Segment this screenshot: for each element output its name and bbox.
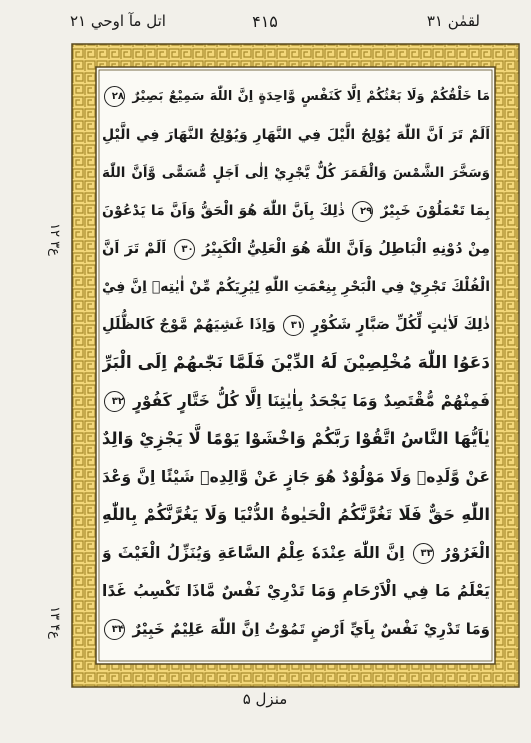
verse-text: اِنَّ اللّٰهَ عِنْدَهٗ عِلْمُ السَّاعَةِ وَيُنَزِّلُ الْغَيْثَ وَ (102, 544, 405, 562)
page-number: ۴۱۵ (252, 12, 278, 31)
ayah-number-marker: ۳۲ (104, 391, 125, 412)
ruku-marker-upper: ع۳ ۱۲ (46, 223, 62, 256)
verse-text: الْفُلْكَ تَجْرِيْ فِي الْبَحْرِ بِنِعْمَتِ اللّٰهِ لِيُرِيَكُمْ مِّنْ اٰيٰتِهٖ اِنَّ فِيْ (102, 279, 490, 295)
ayah-number-marker: ۳۴ (104, 619, 125, 640)
verse-text: دَعَوُا اللّٰهَ مُخْلِصِيْنَ لَهُ الدِّيْنَ فَلَمَّا نَجّٰىهُمْ اِلَى الْبَرِّ (102, 353, 490, 373)
text-line (102, 496, 490, 534)
verse-text: ذٰلِكَ لَاٰيٰتٍ لِّكُلِّ صَبَّارٍ شَكُوْرٍ (311, 317, 490, 333)
verse-text: اَلَمْ تَرَ اَنَّ اللّٰهَ يُوْلِجُ الَّيْلَ فِي النَّهَارِ وَيُوْلِجُ النَّهَارَ فِي الَّيْلِ (102, 127, 490, 143)
ayah-number-marker: ۳۱ (283, 315, 304, 336)
verse-text: مَا خَلْقُكُمْ وَلَا بَعْثُكُمْ اِلَّا كَنَفْسٍ وَّاحِدَةٍ اِنَّ اللّٰهَ سَمِيْعٌ بَصِيْرٌ (132, 89, 490, 104)
text-line (102, 382, 490, 420)
text-line (102, 420, 490, 458)
ayah-number-marker: ۳۰ (174, 239, 195, 260)
text-line (102, 572, 490, 610)
ayah-number-marker: ۳۳ (413, 543, 434, 564)
verse-text: اللّٰهِ حَقٌّ فَلَا تَغُرَّنَّكُمُ الْحَيٰوةُ الدُّنْيَا وَلَا يَغُرَّنَّكُمْ بِاللّٰهِ (102, 505, 490, 524)
text-line (102, 192, 490, 230)
verse-text: وَسَخَّرَ الشَّمْسَ وَالْقَمَرَ كُلٌّ يَّجْرِيْ اِلٰى اَجَلٍ مُّسَمًّى وَّاَنَّ اللّٰهَ (102, 165, 490, 181)
manzil-label: منزل ۵ (242, 690, 288, 708)
text-line (102, 306, 490, 344)
verse-text: ذٰلِكَ بِاَنَّ اللّٰهَ هُوَ الْحَقُّ وَاَنَّ مَا يَدْعُوْنَ (102, 203, 345, 219)
verse-text: الْغَرُوْرُ (441, 544, 490, 562)
ayah-number-marker: ۲۸ (104, 86, 125, 107)
verse-text: وَمَا تَدْرِيْ نَفْسٌ بِاَيِّ اَرْضٍ تَمُوْتُ اِنَّ اللّٰهَ عَلِيْمٌ خَبِيْرٌ (132, 620, 490, 638)
verse-text: يَعْلَمُ مَا فِي الْاَرْحَامِ وَمَا تَدْرِيْ نَفْسٌ مَّاذَا تَكْسِبُ غَدًا (102, 582, 490, 600)
text-line (102, 610, 490, 648)
verse-text: يٰاَيُّهَا النَّاسُ اتَّقُوْا رَبَّكُمْ وَاخْشَوْا يَوْمًا لَّا يَجْزِيْ وَالِدٌ (102, 429, 490, 448)
text-line (102, 116, 490, 154)
header-juz-name: اتل مآ اوحي ۲۱ (70, 12, 166, 30)
ruku-marker-lower: ع۴ ۱۳ (46, 606, 62, 639)
verse-text: فَمِنْهُمْ مُّقْتَصِدٌ وَمَا يَجْحَدُ بِاٰيٰتِنَا اِلَّا كُلُّ خَتَّارٍ كَفُوْرٍ (132, 392, 490, 410)
text-line (102, 534, 490, 572)
text-line (102, 268, 490, 306)
header-surah-name: لقمٰن ۳۱ (426, 12, 480, 30)
text-line (102, 458, 490, 496)
text-line (102, 78, 490, 116)
text-line (102, 154, 490, 192)
text-line (102, 344, 490, 382)
quran-text-body (102, 78, 490, 648)
verse-text: مِنْ دُوْنِهِ الْبَاطِلُ وَاَنَّ اللّٰهَ هُوَ الْعَلِيُّ الْكَبِيْرُ (201, 241, 490, 257)
verse-text: اَلَمْ تَرَ اَنَّ (102, 241, 167, 257)
verse-text: بِمَا تَعْمَلُوْنَ خَبِيْرٌ (380, 203, 490, 219)
text-line (102, 230, 490, 268)
verse-text: عَنْ وَّلَدِهٖ وَلَا مَوْلُوْدٌ هُوَ جَازٍ عَنْ وَّالِدِهٖ شَيْئًا اِنَّ وَعْدَ (102, 468, 490, 486)
ayah-number-marker: ۲۹ (352, 201, 373, 222)
verse-text: وَاِذَا غَشِيَهُمْ مَّوْجٌ كَالظُّلَلِ (102, 317, 276, 333)
